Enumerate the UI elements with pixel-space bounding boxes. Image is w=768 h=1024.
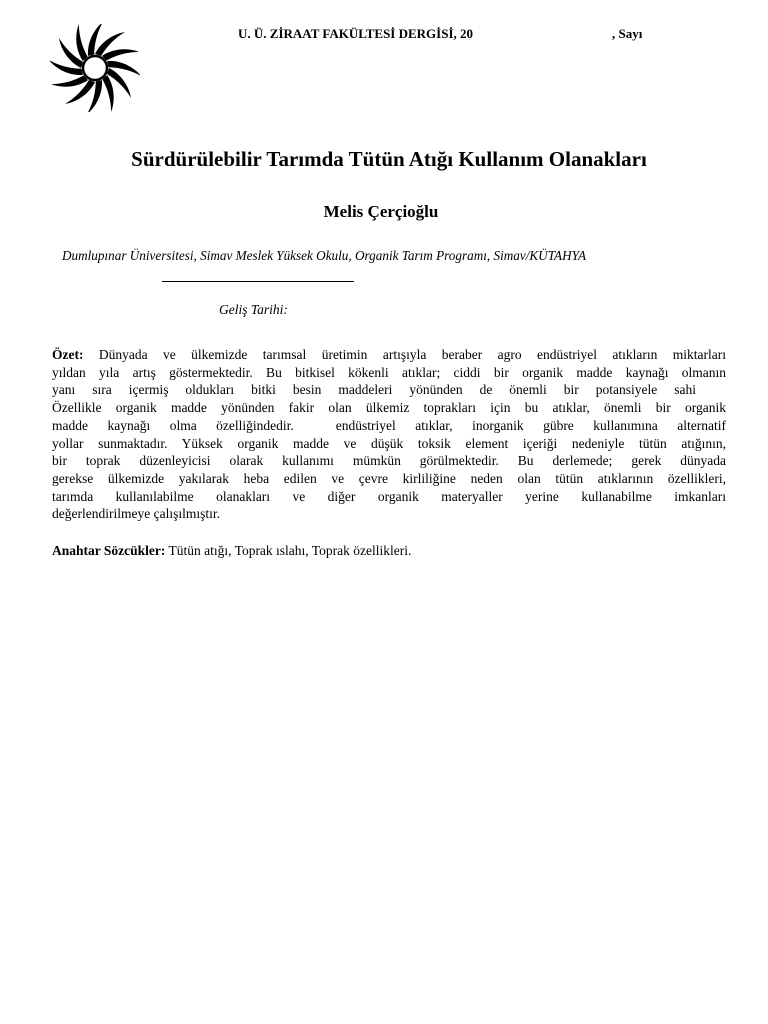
abstract-line: tarımda kullanılabilme olanakları ve diğer organik materyaller yerine kullanabilme imkanları <box>52 488 726 504</box>
keywords-label: Anahtar Sözcükler: <box>52 543 166 558</box>
keywords <box>52 543 411 559</box>
abstract-line: gerekse ülkemizde yakılarak heba edilen ve çevre kirliliğine neden olan tütün atıklarının özellikleri, <box>52 470 726 486</box>
abstract-line: Özet: Dünyada ve ülkemizde tarımsal üretimin artışıyla beraber agro endüstriyel atıkların miktarları <box>52 347 726 362</box>
sunburst-logo-icon <box>50 24 140 112</box>
abstract-line: yıldan yıla artış göstermektedir. Bu bitkisel kökenli atıklar; ciddi bir organik madde kaynağı olmanın <box>52 364 726 380</box>
abstract-line: değerlendirilmeye çalışılmıştır. <box>52 506 220 522</box>
paper-title: Sürdürülebilir Tarımda Tütün Atığı Kullanım Olanakları <box>131 147 647 171</box>
abstract <box>52 346 726 523</box>
journal-header <box>238 26 643 42</box>
abstract-label: Özet: <box>52 347 84 362</box>
received-date: Geliş Tarihi: <box>219 302 288 317</box>
abstract-line: madde kaynağı olma özelliğindedir. endüstriyel atıklar, inorganik gübre kullanımına alternatif <box>52 417 726 433</box>
journal-name: U. Ü. ZİRAAT FAKÜLTESİ DERGİSİ, 20 <box>238 26 474 41</box>
journal-logo <box>50 24 140 112</box>
abstract-line: bir toprak düzenleyicisi olarak kullanımı mümkün görülmektedir. Bu derlemede; gerek dünyada <box>52 453 726 469</box>
affiliation-divider <box>162 281 354 282</box>
abstract-line: yollar sunmaktadır. Yüksek organik madde ve düşük toksik element içeriği nedeniyle tütün atığının, <box>52 435 726 451</box>
paper-author: Melis Çerçioğlu <box>323 202 439 221</box>
journal-volume: , Sayı <box>612 26 643 41</box>
abstract-line: yanı sıra içermiş oldukları bitki besin maddeleri yönünden de önemli bir potansiyele sahi <box>52 382 696 398</box>
author-affiliation: Dumlupınar Üniversitesi, Simav Meslek Yüksek Okulu, Organik Tarım Programı, Simav/KÜTAHYA <box>62 248 587 263</box>
abstract-line: Özellikle organik madde yönünden fakir olan ülkemiz toprakları için bu atıklar, önemli bir organik <box>52 400 726 416</box>
keywords-text: Tütün atığı, Toprak ıslahı, Toprak özellikleri. <box>168 543 412 558</box>
